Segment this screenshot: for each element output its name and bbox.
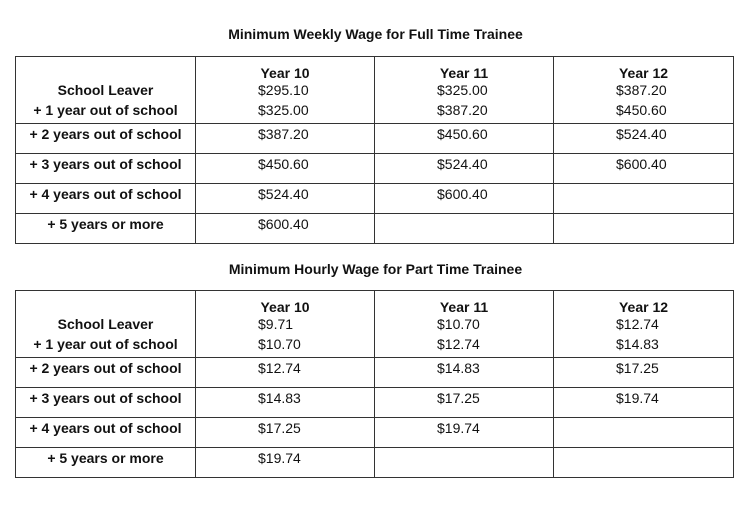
- table-row: [16, 358, 734, 388]
- full-time-wage-table: [15, 56, 734, 244]
- row-label: + 1 year out of school: [16, 102, 196, 124]
- wage-cell: $12.74: [375, 336, 554, 358]
- wage-cell: $17.25: [375, 388, 554, 418]
- wage-cell: [554, 214, 734, 244]
- wage-cell: [554, 418, 734, 448]
- wage-cell: $387.20: [554, 82, 734, 102]
- header-corner: [16, 299, 196, 316]
- wage-cell: $19.74: [554, 388, 734, 418]
- column-header: Year 12: [554, 65, 734, 82]
- wage-cell: [375, 448, 554, 478]
- table-row: [16, 102, 734, 124]
- row-label: + 1 year out of school: [16, 336, 196, 358]
- wage-cell: [554, 184, 734, 214]
- row-label: + 5 years or more: [16, 214, 196, 244]
- header-row: [16, 65, 734, 82]
- row-label: + 2 years out of school: [16, 358, 196, 388]
- wage-cell: $295.10: [196, 82, 375, 102]
- row-label: + 4 years out of school: [16, 184, 196, 214]
- wage-cell: $325.00: [375, 82, 554, 102]
- wage-cell: $524.40: [375, 154, 554, 184]
- part-time-table-title: Minimum Hourly Wage for Part Time Trainee: [228, 261, 523, 277]
- wage-cell: $14.83: [554, 336, 734, 358]
- wage-cell: $14.83: [196, 388, 375, 418]
- wage-cell: $12.74: [554, 316, 734, 336]
- wage-cell: $10.70: [375, 316, 554, 336]
- wage-cell: [375, 214, 554, 244]
- column-header: Year 12: [554, 299, 734, 316]
- row-label: + 3 years out of school: [16, 388, 196, 418]
- row-label: + 4 years out of school: [16, 418, 196, 448]
- row-label: + 2 years out of school: [16, 124, 196, 154]
- table-row: [16, 124, 734, 154]
- wage-cell: $10.70: [196, 336, 375, 358]
- wage-cell: $387.20: [196, 124, 375, 154]
- column-header: Year 11: [375, 299, 554, 316]
- wage-cell: $450.60: [554, 102, 734, 124]
- row-label: School Leaver: [16, 82, 196, 102]
- wage-cell: $19.74: [375, 418, 554, 448]
- wage-cell: $600.40: [375, 184, 554, 214]
- table-row: [16, 336, 734, 358]
- table-row: [16, 82, 734, 102]
- wage-cell: $325.00: [196, 102, 375, 124]
- wage-cell: $9.71: [196, 316, 375, 336]
- wage-cell: $450.60: [375, 124, 554, 154]
- column-header: Year 10: [196, 65, 375, 82]
- part-time-wage-table: [15, 290, 734, 478]
- wage-cell: $12.74: [196, 358, 375, 388]
- header-row: [16, 299, 734, 316]
- wage-cell: $14.83: [375, 358, 554, 388]
- row-label: + 3 years out of school: [16, 154, 196, 184]
- table-row: [16, 184, 734, 214]
- table-row: [16, 316, 734, 336]
- table-row: [16, 154, 734, 184]
- column-header: Year 11: [375, 65, 554, 82]
- row-label: + 5 years or more: [16, 448, 196, 478]
- row-label: School Leaver: [16, 316, 196, 336]
- table-row: [16, 388, 734, 418]
- wage-cell: $600.40: [554, 154, 734, 184]
- wage-cell: $524.40: [196, 184, 375, 214]
- table-row: [16, 448, 734, 478]
- table-row: [16, 418, 734, 448]
- wage-cell: [554, 448, 734, 478]
- header-corner: [16, 65, 196, 82]
- wage-cell: $450.60: [196, 154, 375, 184]
- wage-cell: $19.74: [196, 448, 375, 478]
- wage-cell: $600.40: [196, 214, 375, 244]
- wage-cell: $387.20: [375, 102, 554, 124]
- wage-cell: $17.25: [554, 358, 734, 388]
- full-time-table-title: Minimum Weekly Wage for Full Time Trainee: [228, 26, 523, 42]
- table-row: [16, 214, 734, 244]
- wage-cell: $17.25: [196, 418, 375, 448]
- column-header: Year 10: [196, 299, 375, 316]
- wage-cell: $524.40: [554, 124, 734, 154]
